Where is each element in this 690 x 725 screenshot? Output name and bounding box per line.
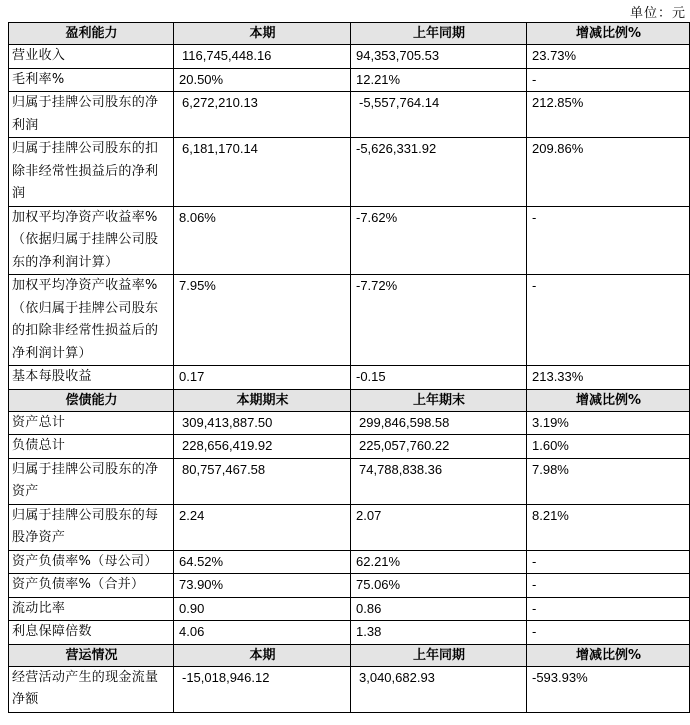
table-row: [9, 92, 690, 138]
prior-value: -7.62%: [351, 206, 527, 275]
change-percent: 212.85%: [527, 92, 690, 138]
table-row: [9, 574, 690, 598]
prior-value: 225,057,760.22: [351, 435, 527, 459]
current-value: 0.17: [174, 366, 351, 390]
change-percent: 1.60%: [527, 435, 690, 459]
prior-value: -5,557,764.14: [351, 92, 527, 138]
table-row: [9, 411, 690, 435]
header-cell: 营运情况: [9, 644, 174, 666]
table-row: [9, 458, 690, 504]
prior-value: 3,040,682.93: [351, 666, 527, 712]
prior-value: 1.38: [351, 621, 527, 645]
table-row: [9, 597, 690, 621]
row-label: 毛利率%: [9, 68, 174, 92]
row-label: 归属于挂牌公司股东的净资产: [9, 458, 174, 504]
current-value: 116,745,448.16: [174, 45, 351, 69]
table-row: [9, 68, 690, 92]
current-value: 64.52%: [174, 550, 351, 574]
section-header-operations: [9, 644, 690, 666]
change-percent: 213.33%: [527, 366, 690, 390]
change-percent: -: [527, 597, 690, 621]
header-cell: 本期: [174, 644, 351, 666]
table-row: [9, 45, 690, 69]
prior-value: 299,846,598.58: [351, 411, 527, 435]
change-percent: 7.98%: [527, 458, 690, 504]
row-label: 营业收入: [9, 45, 174, 69]
change-percent: -593.93%: [527, 666, 690, 712]
current-value: -15,018,946.12: [174, 666, 351, 712]
header-cell: 上年同期: [351, 644, 527, 666]
header-cell: 增减比例%: [527, 389, 690, 411]
row-label: 负债总计: [9, 435, 174, 459]
prior-value: 75.06%: [351, 574, 527, 598]
current-value: 73.90%: [174, 574, 351, 598]
table-row: [9, 138, 690, 207]
prior-value: 74,788,838.36: [351, 458, 527, 504]
row-label: 归属于挂牌公司股东的扣除非经常性损益后的净利润: [9, 138, 174, 207]
row-label: 经营活动产生的现金流量净额: [9, 666, 174, 712]
prior-value: -0.15: [351, 366, 527, 390]
row-label: 资产负债率%（合并）: [9, 574, 174, 598]
current-value: 309,413,887.50: [174, 411, 351, 435]
section-header-profitability: [9, 23, 690, 45]
change-percent: -: [527, 275, 690, 366]
change-percent: -: [527, 68, 690, 92]
header-cell: 盈利能力: [9, 23, 174, 45]
header-cell: 上年同期: [351, 23, 527, 45]
change-percent: -: [527, 550, 690, 574]
table-row: [9, 275, 690, 366]
current-value: 4.06: [174, 621, 351, 645]
header-cell: 增减比例%: [527, 644, 690, 666]
prior-value: 2.07: [351, 504, 527, 550]
row-label: 归属于挂牌公司股东的净利润: [9, 92, 174, 138]
current-value: 8.06%: [174, 206, 351, 275]
table-row: [9, 621, 690, 645]
header-cell: 本期: [174, 23, 351, 45]
table-row: [9, 435, 690, 459]
prior-value: 12.21%: [351, 68, 527, 92]
prior-value: -5,626,331.92: [351, 138, 527, 207]
table-row: [9, 550, 690, 574]
current-value: 6,181,170.14: [174, 138, 351, 207]
current-value: 228,656,419.92: [174, 435, 351, 459]
current-value: 7.95%: [174, 275, 351, 366]
row-label: 资产负债率%（母公司）: [9, 550, 174, 574]
row-label: 基本每股收益: [9, 366, 174, 390]
unit-label: 单位：元: [629, 6, 686, 21]
change-percent: -: [527, 206, 690, 275]
current-value: 2.24: [174, 504, 351, 550]
header-cell: 增减比例%: [527, 23, 690, 45]
current-value: 20.50%: [174, 68, 351, 92]
change-percent: -: [527, 574, 690, 598]
change-percent: -: [527, 621, 690, 645]
header-cell: 偿债能力: [9, 389, 174, 411]
financial-table: [8, 22, 690, 713]
change-percent: 8.21%: [527, 504, 690, 550]
table-row: [9, 504, 690, 550]
prior-value: 94,353,705.53: [351, 45, 527, 69]
row-label: 资产总计: [9, 411, 174, 435]
current-value: 6,272,210.13: [174, 92, 351, 138]
row-label: 流动比率: [9, 597, 174, 621]
prior-value: -7.72%: [351, 275, 527, 366]
current-value: 80,757,467.58: [174, 458, 351, 504]
prior-value: 62.21%: [351, 550, 527, 574]
prior-value: 0.86: [351, 597, 527, 621]
current-value: 0.90: [174, 597, 351, 621]
row-label: 加权平均净资产收益率%（依据归属于挂牌公司股东的净利润计算）: [9, 206, 174, 275]
row-label: 归属于挂牌公司股东的每股净资产: [9, 504, 174, 550]
table-row: [9, 366, 690, 390]
row-label: 加权平均净资产收益率%（依归属于挂牌公司股东的扣除非经常性损益后的净利润计算）: [9, 275, 174, 366]
change-percent: 23.73%: [527, 45, 690, 69]
row-label: 利息保障倍数: [9, 621, 174, 645]
table-row: [9, 206, 690, 275]
table-row: [9, 666, 690, 712]
header-cell: 本期期末: [174, 389, 351, 411]
header-cell: 上年期末: [351, 389, 527, 411]
change-percent: 3.19%: [527, 411, 690, 435]
change-percent: 209.86%: [527, 138, 690, 207]
section-header-solvency: [9, 389, 690, 411]
